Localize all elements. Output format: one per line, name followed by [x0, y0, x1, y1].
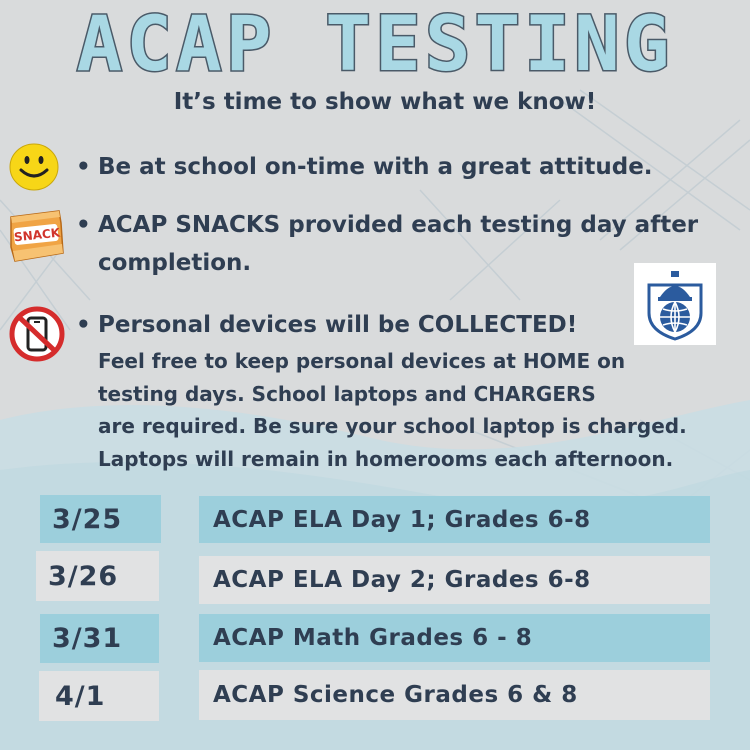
bullet-dot: •	[76, 212, 91, 238]
bullet-text: Personal devices will be COLLECTED!	[98, 312, 578, 338]
bullet-dot: •	[76, 154, 91, 180]
schedule-event: ACAP Math Grades 6 - 8	[199, 614, 710, 662]
bullet-attendance	[76, 148, 653, 186]
note-line: are required. Be sure your school laptop is charged.	[98, 414, 687, 438]
schedule-date: 3/26	[36, 551, 159, 601]
snack-bag-icon	[5, 209, 65, 263]
schedule-date: 4/1	[39, 671, 159, 721]
schedule-date: 3/31	[40, 614, 159, 663]
bullet-text-continued: completion.	[98, 250, 252, 276]
smiley-face-icon	[8, 142, 60, 192]
note-line: testing days. School laptops and CHARGERS	[98, 381, 596, 406]
bullet-dot: •	[76, 312, 91, 338]
bullet-devices	[76, 306, 577, 344]
schedule-event: ACAP ELA Day 2; Grades 6-8	[199, 556, 710, 604]
schedule-date: 3/25	[40, 495, 161, 543]
bullet-text: Be at school on-time with a great attitude.	[98, 154, 653, 180]
snack-label: SNACK	[13, 225, 61, 245]
page-title: ACAP TESTING	[76, 0, 674, 88]
note-line: Feel free to keep personal devices at HOME on	[98, 349, 626, 373]
devices-note	[98, 345, 738, 475]
bullet-text: ACAP SNACKS provided each testing day after	[98, 212, 699, 238]
no-phone-icon	[8, 306, 66, 362]
school-capitol-logo-icon	[634, 263, 716, 345]
subtitle: It’s time to show what we know!	[173, 89, 597, 115]
note-line: Laptops will remain in homerooms each afternoon.	[98, 446, 674, 471]
schedule-event: ACAP ELA Day 1; Grades 6-8	[199, 496, 710, 543]
school-logo	[634, 263, 716, 345]
schedule-event: ACAP Science Grades 6 & 8	[199, 670, 710, 720]
